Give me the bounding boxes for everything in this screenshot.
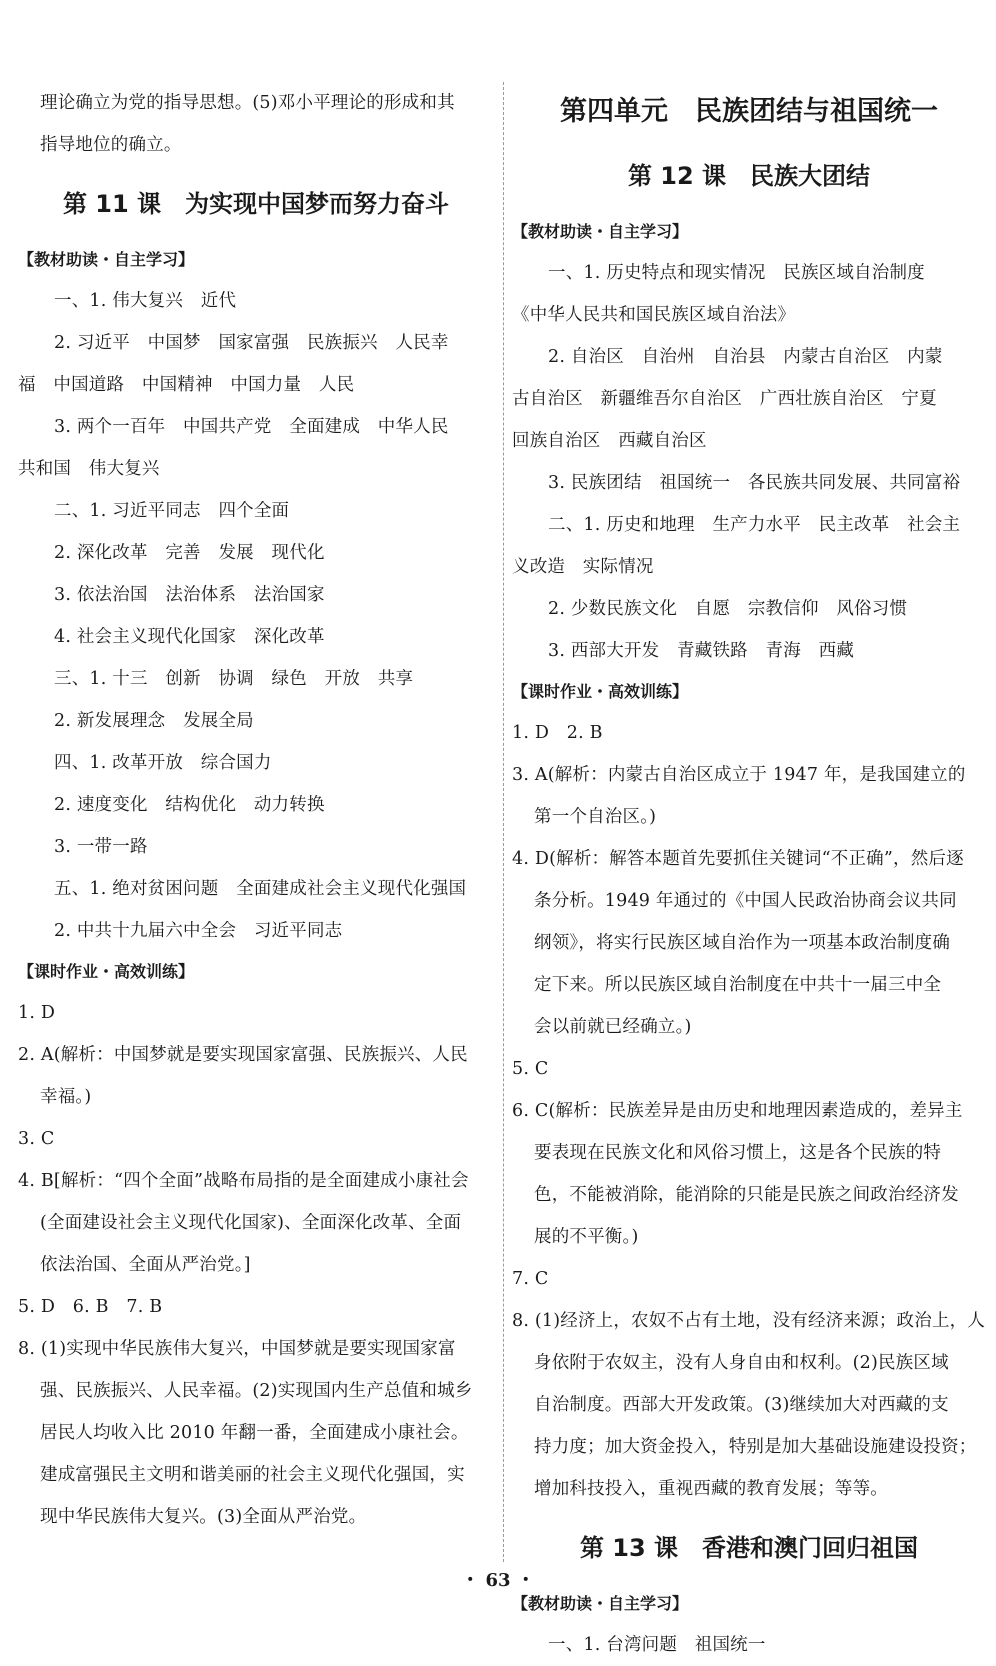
- intro-line: 指导地位的确立。: [40, 135, 182, 155]
- answer-line: 一、1. 伟大复兴 近代: [54, 291, 237, 311]
- answer-line: 2. 中共十九届六中全会 习近平同志: [54, 921, 343, 941]
- answer-line: 共和国 伟大复兴: [18, 459, 160, 479]
- homework-line: 增加科技投入，重视西藏的教育发展；等等。: [534, 1479, 888, 1499]
- answer-line: 2. 习近平 中国梦 国家富强 民族振兴 人民幸: [54, 333, 449, 353]
- homework-line: 幸福。): [40, 1087, 92, 1107]
- intro-line: 理论确立为党的指导思想。(5)邓小平理论的形成和其: [40, 93, 455, 113]
- answer-line: 义改造 实际情况: [512, 557, 654, 577]
- homework-line: 居民人均收入比 2010 年翻一番，全面建成小康社会。: [40, 1423, 469, 1443]
- answer-line: 3. 民族团结 祖国统一 各民族共同发展、共同富裕: [548, 473, 961, 493]
- homework-line: 8. (1)经济上，农奴不占有土地，没有经济来源；政治上，人: [512, 1311, 986, 1331]
- answer-line: 一、1. 台湾问题 祖国统一: [548, 1635, 766, 1655]
- left-column: [18, 82, 494, 1538]
- homework-line: 展的不平衡。): [534, 1227, 639, 1247]
- homework-line: 4. B[解析：“四个全面”战略布局指的是全面建成小康社会: [18, 1171, 469, 1191]
- column-divider: [503, 82, 504, 1562]
- section-heading-study: 【教材助读・自主学习】: [512, 1594, 689, 1613]
- homework-line: 色，不能被消除，能消除的只能是民族之间政治经济发: [534, 1185, 959, 1205]
- homework-line: 3. A(解析：内蒙古自治区成立于 1947 年，是我国建立的: [512, 765, 966, 785]
- homework-line: 5. D 6. B 7. B: [18, 1297, 163, 1317]
- answer-line: 三、1. 十三 创新 协调 绿色 开放 共享: [54, 669, 414, 689]
- answer-line: 二、1. 习近平同志 四个全面: [54, 501, 290, 521]
- homework-line: 5. C: [512, 1059, 549, 1079]
- page-number: ・ 63 ・: [461, 1570, 535, 1591]
- homework-line: 现中华民族伟大复兴。(3)全面从严治党。: [40, 1507, 367, 1527]
- answer-line: 3. 依法治国 法治体系 法治国家: [54, 585, 325, 605]
- lesson-12-title: 第 12 课 民族大团结: [627, 162, 871, 190]
- homework-line: 持力度；加大资金投入，特别是加大基础设施建设投资；: [534, 1437, 977, 1457]
- right-column: [512, 82, 986, 1666]
- homework-line: 自治制度。西部大开发政策。(3)继续加大对西藏的支: [534, 1395, 949, 1415]
- homework-line: 3. C: [18, 1129, 55, 1149]
- homework-line: 6. C(解析：民族差异是由历史和地理因素造成的，差异主: [512, 1101, 963, 1121]
- answer-line: 3. 一带一路: [54, 837, 148, 857]
- homework-line: 第一个自治区。): [534, 807, 657, 827]
- answer-line: 一、1. 历史特点和现实情况 民族区域自治制度: [548, 263, 925, 283]
- section-heading-study: 【教材助读・自主学习】: [512, 222, 689, 241]
- homework-line: 纲领》，将实行民族区域自治作为一项基本政治制度确: [534, 933, 951, 953]
- homework-line: 定下来。所以民族区域自治制度在中共十一届三中全: [534, 975, 942, 995]
- homework-line: 依法治国、全面从严治党。]: [40, 1255, 251, 1275]
- answer-line: 3. 两个一百年 中国共产党 全面建成 中华人民: [54, 417, 449, 437]
- answer-line: 福 中国道路 中国精神 中国力量 人民: [18, 375, 355, 395]
- answer-line: 《中华人民共和国民族区域自治法》: [512, 305, 796, 325]
- answer-line: 4. 社会主义现代化国家 深化改革: [54, 627, 325, 647]
- lesson-11-title: 第 11 课 为实现中国梦而努力奋斗: [62, 190, 450, 218]
- homework-line: 条分析。1949 年通过的《中国人民政治协商会议共同: [534, 891, 957, 911]
- homework-line: 会以前就已经确立。): [534, 1017, 692, 1037]
- homework-line: 8. (1)实现中华民族伟大复兴，中国梦就是要实现国家富: [18, 1339, 456, 1359]
- homework-line: 1. D 2. B: [512, 723, 603, 743]
- homework-line: 建成富强民主文明和谐美丽的社会主义现代化强国，实: [40, 1465, 465, 1485]
- section-heading-homework: 【课时作业・高效训练】: [512, 682, 689, 701]
- answer-line: 2. 新发展理念 发展全局: [54, 711, 254, 731]
- answer-line: 五、1. 绝对贫困问题 全面建成社会主义现代化强国: [54, 879, 467, 899]
- homework-line: 强、民族振兴、人民幸福。(2)实现国内生产总值和城乡: [40, 1381, 473, 1401]
- homework-line: (全面建设社会主义现代化国家)、全面深化改革、全面: [40, 1213, 462, 1233]
- answer-line: 2. 少数民族文化 自愿 宗教信仰 风俗习惯: [548, 599, 908, 619]
- answer-line: 二、1. 历史和地理 生产力水平 民主改革 社会主: [548, 515, 961, 535]
- homework-line: 7. C: [512, 1269, 549, 1289]
- unit-4-title: 第四单元 民族团结与祖国统一: [560, 96, 938, 127]
- homework-line: 1. D: [18, 1003, 56, 1023]
- answer-line: 四、1. 改革开放 综合国力: [54, 753, 272, 773]
- homework-line: 身依附于农奴主，没有人身自由和权利。(2)民族区域: [534, 1353, 949, 1373]
- section-heading-homework: 【课时作业・高效训练】: [18, 962, 195, 981]
- answer-line: 回族自治区 西藏自治区: [512, 431, 707, 451]
- homework-line: 2. A(解析：中国梦就是要实现国家富强、民族振兴、人民: [18, 1045, 468, 1065]
- answer-line: 2. 深化改革 完善 发展 现代化: [54, 543, 325, 563]
- answer-line: 古自治区 新疆维吾尔自治区 广西壮族自治区 宁夏: [512, 389, 937, 409]
- answer-line: 2. 速度变化 结构优化 动力转换: [54, 795, 325, 815]
- answer-line: 2. 自治区 自治州 自治县 内蒙古自治区 内蒙: [548, 347, 943, 367]
- homework-line: 4. D(解析：解答本题首先要抓住关键词“不正确”，然后逐: [512, 849, 964, 869]
- lesson-13-title: 第 13 课 香港和澳门回归祖国: [579, 1534, 919, 1562]
- section-heading-study: 【教材助读・自主学习】: [18, 250, 195, 269]
- answer-line: 3. 西部大开发 青藏铁路 青海 西藏: [548, 641, 855, 661]
- homework-line: 要表现在民族文化和风俗习惯上，这是各个民族的特: [534, 1143, 942, 1163]
